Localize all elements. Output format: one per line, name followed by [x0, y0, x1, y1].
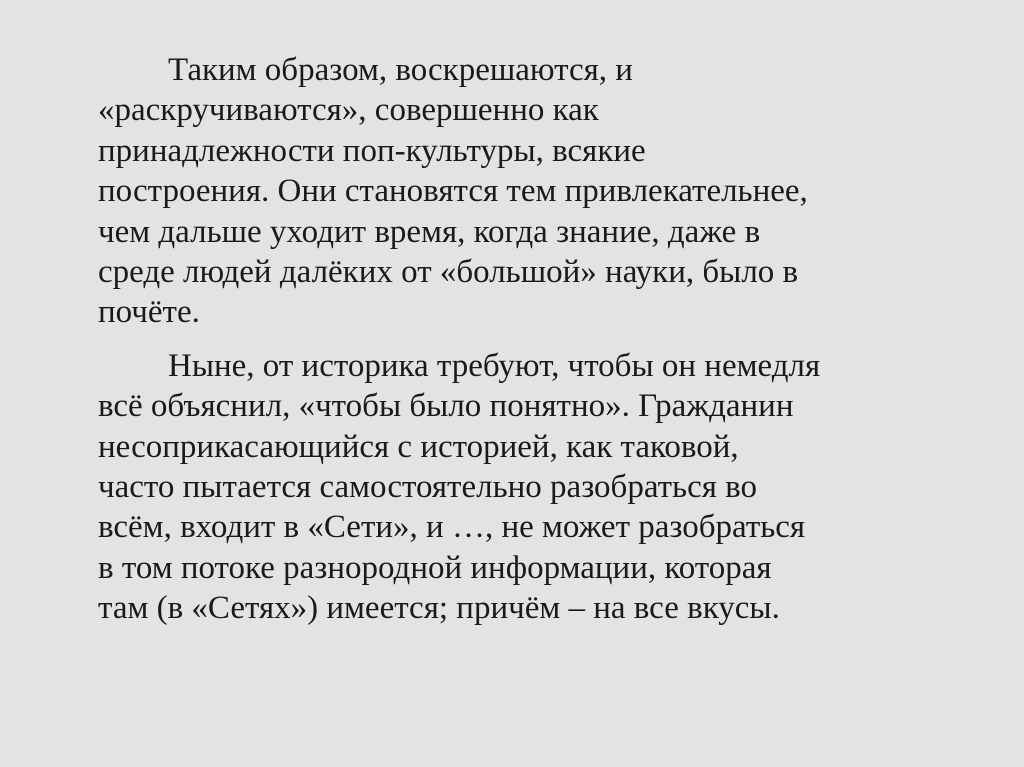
text-line: среде людей далёких от «большой» науки, было в: [98, 254, 799, 291]
slide-text: [98, 50, 978, 629]
text-line: построения. Они становятся тем привлекательнее,: [98, 173, 808, 210]
text-line: там (в «Сетях») имеется; причём – на все вкусы.: [98, 590, 780, 627]
text-line: «раскручиваются», совершенно как: [98, 92, 599, 129]
text-line: Таким образом, воскрешаются, и: [168, 52, 633, 88]
text-line: принадлежности поп-культуры, всякие: [98, 132, 646, 169]
text-line: несоприкасающийся с историей, как таковой,: [98, 428, 739, 465]
paragraph-1: [98, 50, 978, 333]
paragraph-2: [98, 346, 978, 629]
text-line: почёте.: [98, 294, 200, 331]
text-line: Ныне, от историка требуют, чтобы он немедля: [168, 347, 821, 384]
text-line: часто пытается самостоятельно разобраться во: [98, 469, 758, 506]
text-line: в том потоке разнородной информации, которая: [98, 549, 772, 586]
text-line: всём, входит в «Сети», и …, не может разобраться: [98, 509, 806, 546]
text-line: чем дальше уходит время, когда знание, даже в: [98, 213, 761, 250]
text-line: всё объяснил, «чтобы было понятно». Гражданин: [98, 388, 794, 425]
